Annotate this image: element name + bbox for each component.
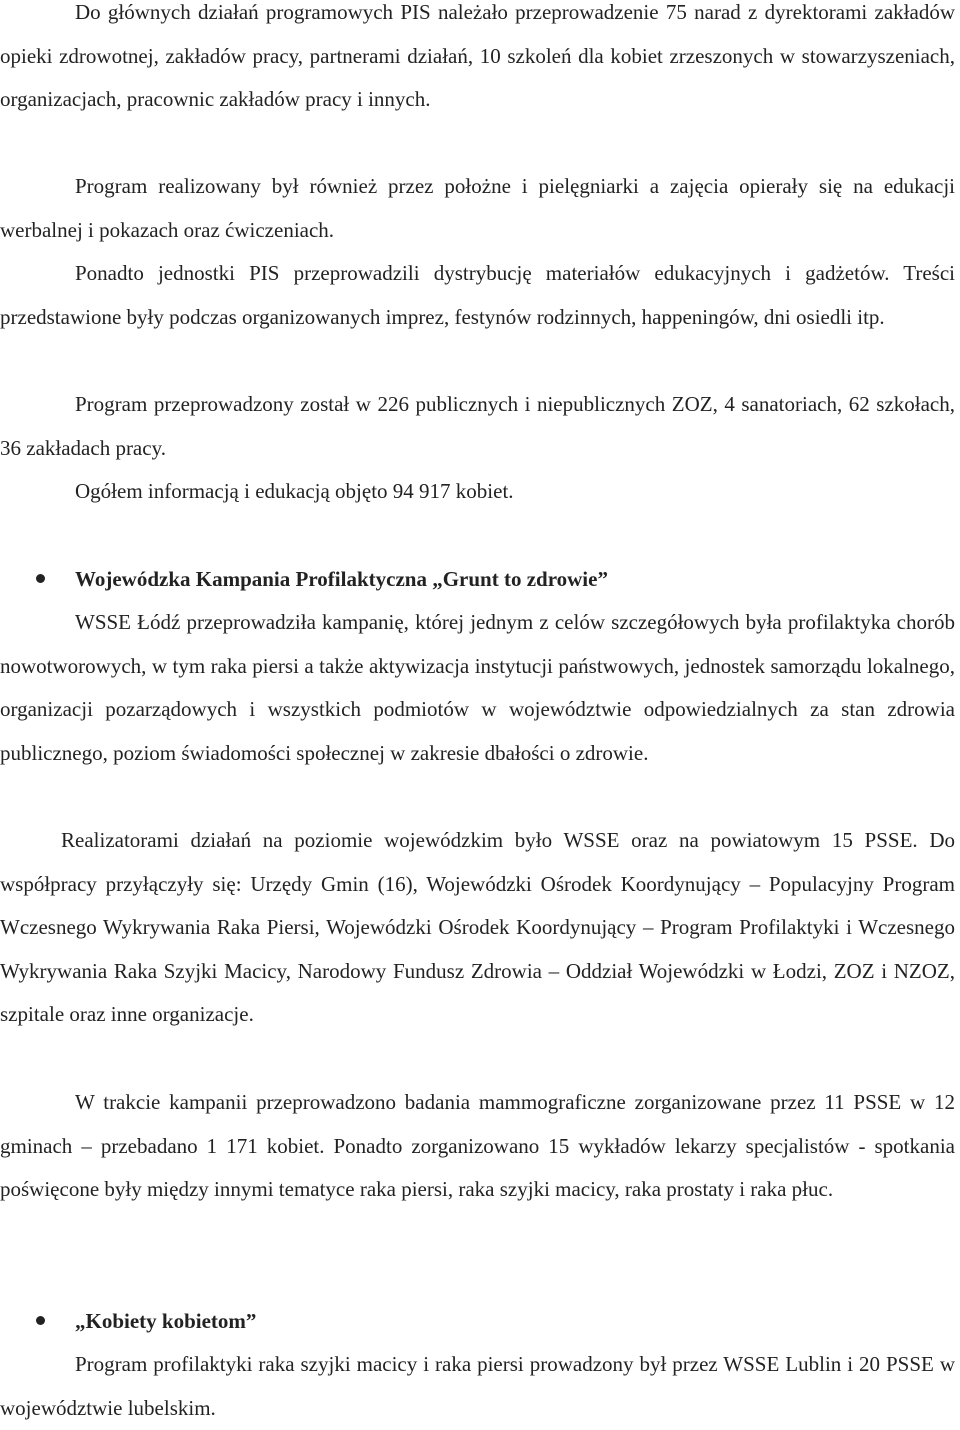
bullet-icon: [36, 574, 45, 583]
paragraph-program-locations: Program przeprowadzony został w 226 publicznych i niepublicznych ZOZ, 4 sanatoriach, 62 szkołach, 36 zakładach pracy.: [0, 392, 955, 460]
paragraph-campaign-organizers: Realizatorami działań na poziomie wojewódzkim było WSSE oraz na powiatowym 15 PSSE. Do współpracy przyłączyły się: Urzędy Gmin (16), Wojewódzki Ośrodek Koordynujący – Populacyjny Program Wczesnego Wykrywania Raka Piersi, Wojewódzki Ośrodek Koordynujący – Program Profilaktyki i Wczesnego Wykrywania Raka Szyjki Macicy, Narodowy Fundusz Zdrowia – Oddział Wojewódzki w Łodzi, ZOZ i NZOZ, szpitale oraz inne organizacje.: [0, 828, 955, 1027]
paragraph-mammography-screening: W trakcie kampanii przeprowadzono badania mammograficzne zorganizowane przez 11 PSSE w 12 gminach – przebadano 1 171 kobiet. Ponadto zorganizowano 15 wykładów lekarzy specjalistów - spotkania poświęcone były między innymi tematyce raka piersi, raka szyjki macicy, raka prostaty i raka płuc.: [0, 1090, 955, 1202]
paragraph-kobiety-program: Program profilaktyki raka szyjki macicy i raka piersi prowadzony był przez WSSE Lublin i 20 PSSE w województwie lubelskim.: [0, 1352, 955, 1420]
paragraph-program-midwives: Program realizowany był również przez położne i pielęgniarki a zajęcia opierały się na edukacji werbalnej i pokazach oraz ćwiczeniach.: [0, 174, 955, 242]
paragraph-main-activities: Do głównych działań programowych PIS należało przeprowadzenie 75 narad z dyrektorami zakładów opieki zdrowotnej, zakładów pracy, partnerami działań, 10 szkoleń dla kobiet zrzeszonych w stowarzyszeniach, organizacjach, pracownic zakładów pracy i innych.: [0, 0, 955, 112]
heading-text: Wojewódzka Kampania Profilaktyczna „Grunt to zdrowie”: [75, 567, 608, 591]
heading-text: „Kobiety kobietom”: [75, 1309, 257, 1333]
section-heading-grunt-to-zdrowie: [0, 557, 955, 601]
paragraph-distribution-materials: Ponadto jednostki PIS przeprowadzili dystrybucję materiałów edukacyjnych i gadżetów. Treści przedstawione były podczas organizowanych imprez, festynów rodzinnych, happeningów, dni osiedli itp.: [0, 261, 955, 329]
paragraph-total-women: Ogółem informacją i edukacją objęto 94 917 kobiet.: [75, 479, 514, 503]
bullet-icon: [36, 1316, 45, 1325]
section-heading-kobiety-kobietom: [0, 1299, 955, 1343]
paragraph-wsse-lodz-campaign: WSSE Łódź przeprowadziła kampanię, której jednym z celów szczegółowych była profilaktyka chorób nowotworowych, w tym raka piersi a także aktywizacja instytucji państwowych, jednostek samorządu lokalnego, organizacji pozarządowych i wszystkich podmiotów w województwie odpowiedzialnych za stan zdrowia publicznego, poziom świadomości społecznej w zakresie dbałości o zdrowie.: [0, 610, 955, 765]
